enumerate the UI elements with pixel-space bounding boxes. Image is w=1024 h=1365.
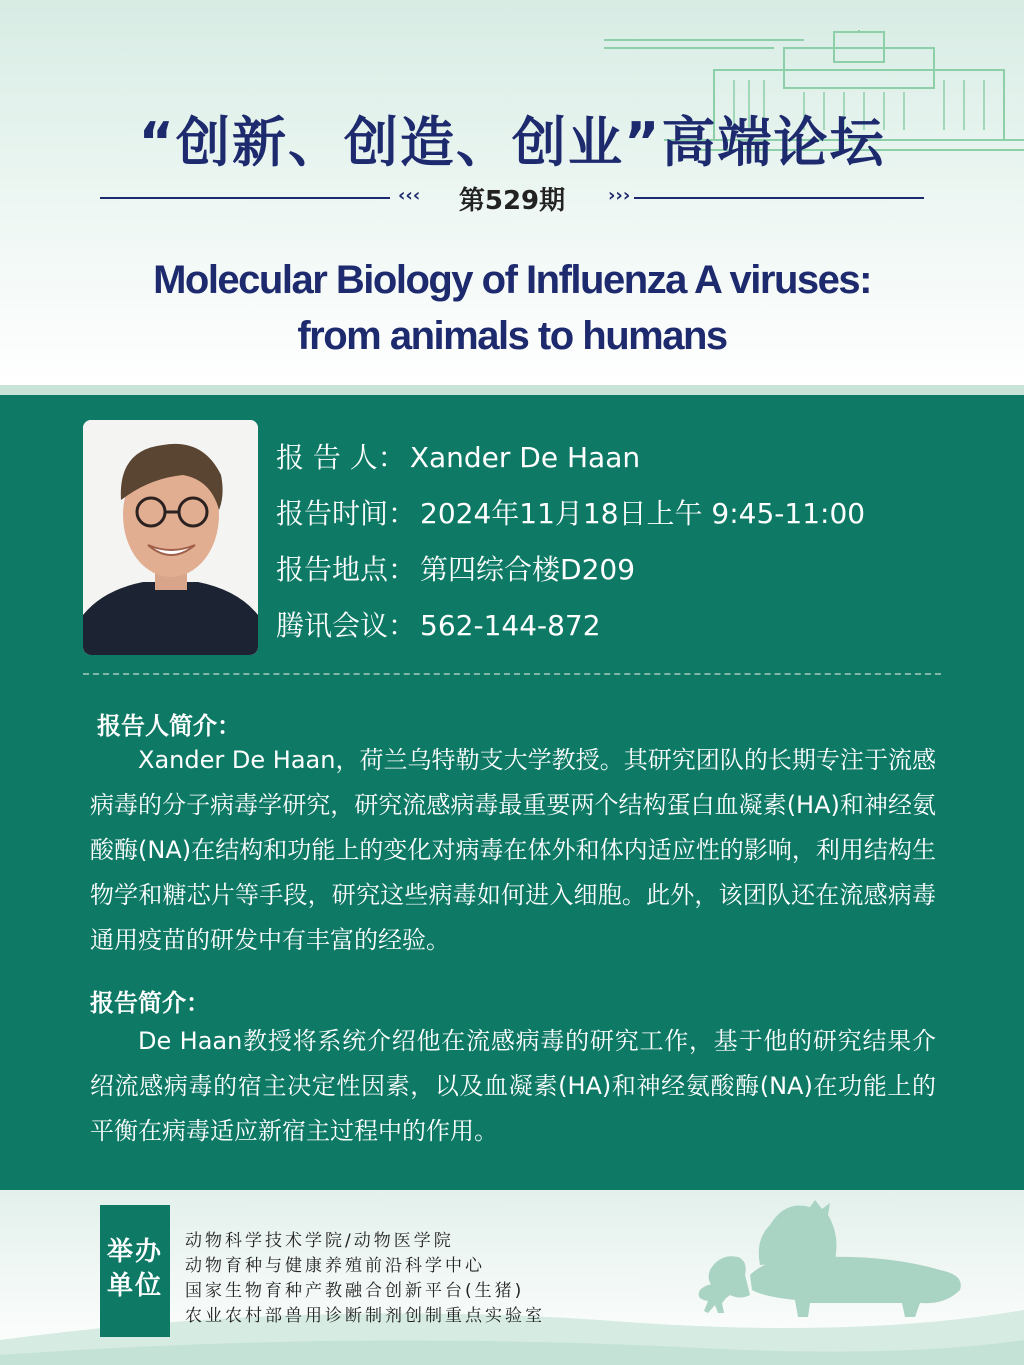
- talk-time-row: [276, 492, 865, 532]
- speaker-photo: [83, 420, 258, 655]
- issue-number: 第529期: [458, 186, 566, 216]
- speaker-label: 报 告 人：: [276, 441, 406, 474]
- dashed-divider: [83, 673, 941, 675]
- talk-location: 第四综合楼D209: [420, 553, 636, 586]
- speaker-portrait-illustration: [83, 420, 258, 655]
- speaker-name-row: [276, 436, 640, 476]
- speaker-name: Xander De Haan: [409, 441, 641, 474]
- organizer-unit: 农业农村部兽用诊断制剂创制重点实验室: [185, 1306, 545, 1326]
- issue-divider-right: [634, 197, 924, 199]
- talk-time-label: 报告时间：: [276, 497, 417, 530]
- organizer-label-line-1: 举办: [106, 1237, 163, 1267]
- forum-title: “创新、创造、创业”高端论坛: [138, 111, 886, 174]
- speaker-bio-text: Xander De Haan，荷兰乌特勒支大学教授。其研究团队的长期专注于流感病毒的分子病毒学研究，研究流感病毒最重要两个结构蛋白血凝素(HA)和神经氨酸酶(NA)在结构和功能上的变化对病毒在体外和体内适应性的影响，利用结构生物学和糖芯片等手段，研究这些病毒如何进入细胞。此外，该团队还在流感病毒通用疫苗的研发中有丰富的经验。: [90, 746, 936, 954]
- speaker-bio-heading: 报告人简介：: [97, 712, 241, 740]
- talk-location-label: 报告地点：: [276, 553, 417, 586]
- issue-row: [100, 180, 924, 216]
- chevron-right-icon: ›››: [608, 185, 631, 206]
- organizer-label: [100, 1235, 170, 1303]
- organizer-label-box: [100, 1205, 170, 1337]
- organizer-unit: 动物科学技术学院/动物医学院: [185, 1231, 454, 1251]
- talk-title: [0, 252, 1024, 364]
- talk-abstract-heading: 报告简介：: [90, 989, 210, 1017]
- chevron-left-icon: ‹‹‹: [398, 185, 421, 206]
- organizer-label-line-2: 单位: [106, 1271, 163, 1301]
- talk-title-line-1: Molecular Biology of Influenza A viruses:: [153, 258, 871, 302]
- talk-abstract-text: De Haan教授将系统介绍他在流感病毒的研究工作，基于他的研究结果介绍流感病毒的宿主决定性因素，以及血凝素(HA)和神经氨酸酶(NA)在功能上的平衡在病毒适应新宿主过程中的作用。: [90, 1027, 936, 1145]
- organizer-unit: 国家生物育种产教融合创新平台(生猪): [185, 1281, 525, 1301]
- organizer-unit: 动物育种与健康养殖前沿科学中心: [185, 1256, 485, 1276]
- tencent-meeting-row: [276, 604, 601, 644]
- tencent-meeting-id: 562-144-872: [420, 609, 601, 642]
- talk-title-line-2: from animals to humans: [297, 314, 727, 358]
- livestock-silhouette-icon: [690, 1195, 990, 1320]
- separator-band: [0, 385, 1024, 395]
- talk-location-row: [276, 548, 635, 588]
- tencent-meeting-label: 腾讯会议：: [276, 609, 417, 642]
- talk-time: 2024年11月18日上午 9:45-11:00: [420, 497, 866, 530]
